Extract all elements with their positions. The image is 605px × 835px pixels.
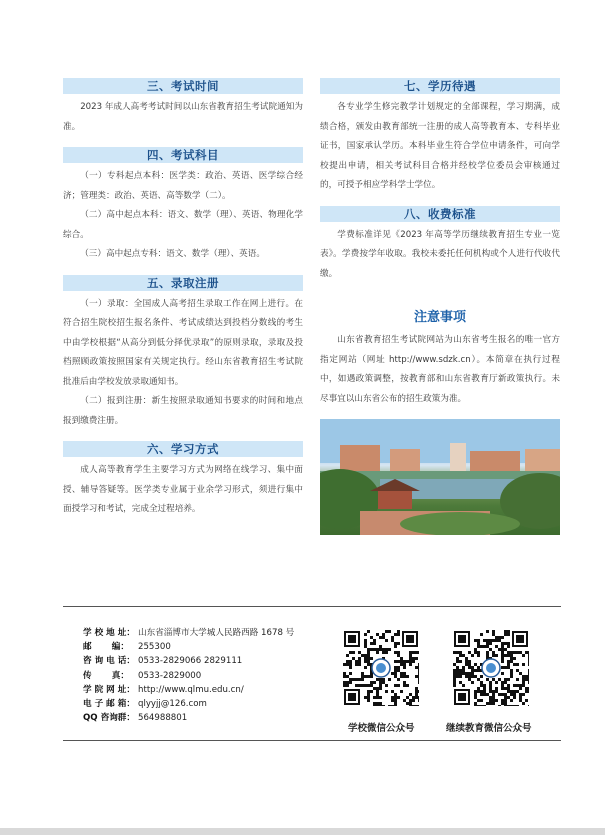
contact-row-postcode [83, 640, 294, 654]
section-paragraph: （二）报到注册：新生按照录取通知书要求的时间和地点报到缴费注册。 [63, 396, 303, 426]
qr-code-icon [343, 630, 419, 706]
notice-heading: 注意事项 [413, 310, 466, 325]
section-paragraph: （一）录取：全国成人高考招生录取工作在网上进行。在符合招生院校招生报名条件、考试成绩达到投档分数线的考生中由学校根据“从高分到低分择优录取”的原则录取，录取及投档照顾政策按照国家有关规定执行。经山东省教育招生考试院批准后由学校发放录取通知书。 [63, 298, 303, 387]
contact-row-address [83, 626, 294, 640]
section-heading: 四、考试科目 [63, 147, 303, 163]
section-heading: 八、收费标准 [320, 206, 560, 222]
section-exam-time [63, 78, 303, 137]
section-paragraph: 山东省教育招生考试院网站为山东省考生报名的唯一官方指定网站（网址 http://www.sdzk.cn）。本简章在执行过程中，如遇政策调整，按教育部和山东省教育厅新政策执行。未尽事宜以山东省公布的招生政策为准。 [320, 335, 560, 404]
contact-value: qlyyjj@126.com [138, 699, 207, 710]
contact-value: 0533-2829066 2829111 [138, 656, 243, 667]
contact-value: 山东省淄博市大学城人民路西路 1678 号 [138, 628, 295, 638]
contact-label: QQ 咨询群： [83, 713, 135, 724]
section-heading: 六、学习方式 [63, 441, 303, 457]
contact-label: 学 院 网 址： [83, 684, 135, 695]
section-exam-subjects [63, 147, 303, 265]
qr-code-icon [453, 630, 529, 706]
section-notice [320, 306, 560, 409]
school-wechat-qr-code [343, 630, 419, 706]
section-paragraph: （一）专科起点本科：医学类：政治、英语、医学综合经济；管理类：政治、英语、高等数学（二）。 [63, 171, 303, 201]
continuing-education-wechat-qr-code [453, 630, 529, 706]
footer-top-rule [63, 606, 561, 607]
contact-value: 564988801 [138, 713, 188, 724]
section-degree [320, 78, 560, 196]
contact-value: http://www.qlmu.edu.cn/ [138, 684, 244, 695]
qr-caption: 学校微信公众号 [348, 723, 415, 734]
section-fees [320, 206, 560, 285]
campus-photo [320, 419, 560, 535]
section-heading: 七、学历待遇 [320, 78, 560, 94]
section-paragraph: （二）高中起点本科：语文、数学（理）、英语、物理化学综合。 [63, 210, 303, 240]
right-column [320, 78, 560, 535]
contact-label: 学 校 地 址： [83, 628, 135, 638]
contact-row-email [83, 697, 294, 711]
section-paragraph: （三）高中起点专科：语文、数学（理）、英语。 [80, 249, 265, 259]
contact-row-website [83, 683, 294, 697]
section-paragraph: 成人高等教育学生主要学习方式为网络在线学习、集中面授、辅导答疑等。医学类专业属于业余学习形式，须进行集中面授学习和考试，完成全过程培养。 [63, 465, 303, 514]
contact-label: 传 真： [83, 670, 129, 681]
section-heading: 三、考试时间 [63, 78, 303, 94]
section-paragraph: 学费标准详见《2023 年高等学历继续教育招生专业一览表》。学费按学年收取。我校未委托任何机构或个人进行代收代缴。 [320, 229, 560, 279]
section-paragraph: 2023 年成人高考考试时间以山东省教育招生考试院通知为准。 [63, 102, 303, 132]
section-heading: 五、录取注册 [63, 275, 303, 291]
left-column [63, 78, 303, 530]
contact-value: 255300 [138, 642, 171, 653]
contact-info [83, 626, 294, 725]
contact-row-fax [83, 669, 294, 683]
contact-row-qq [83, 711, 294, 725]
page-bottom-strip [0, 828, 605, 835]
contact-label: 咨 询 电 话： [83, 656, 135, 667]
contact-label: 邮 编： [83, 642, 129, 653]
section-study-mode [63, 441, 303, 520]
section-admission [63, 275, 303, 432]
footer-bottom-rule [63, 740, 561, 741]
qr-caption: 继续教育微信公众号 [446, 723, 532, 734]
contact-label: 电 子 邮 箱： [83, 699, 135, 710]
contact-row-phone [83, 654, 294, 668]
section-paragraph: 各专业学生修完教学计划规定的全部课程，学习期满，成绩合格，颁发由教育部统一注册的成人高等教育本、专科毕业证书，国家承认学历。本科毕业生符合学位申请条件，可向学校提出申请，相关考试科目合格并经校学位委员会审核通过的，可授予相应学科学士学位。 [320, 102, 560, 190]
campus-illustration [320, 419, 560, 535]
contact-value: 0533-2829000 [138, 670, 202, 681]
